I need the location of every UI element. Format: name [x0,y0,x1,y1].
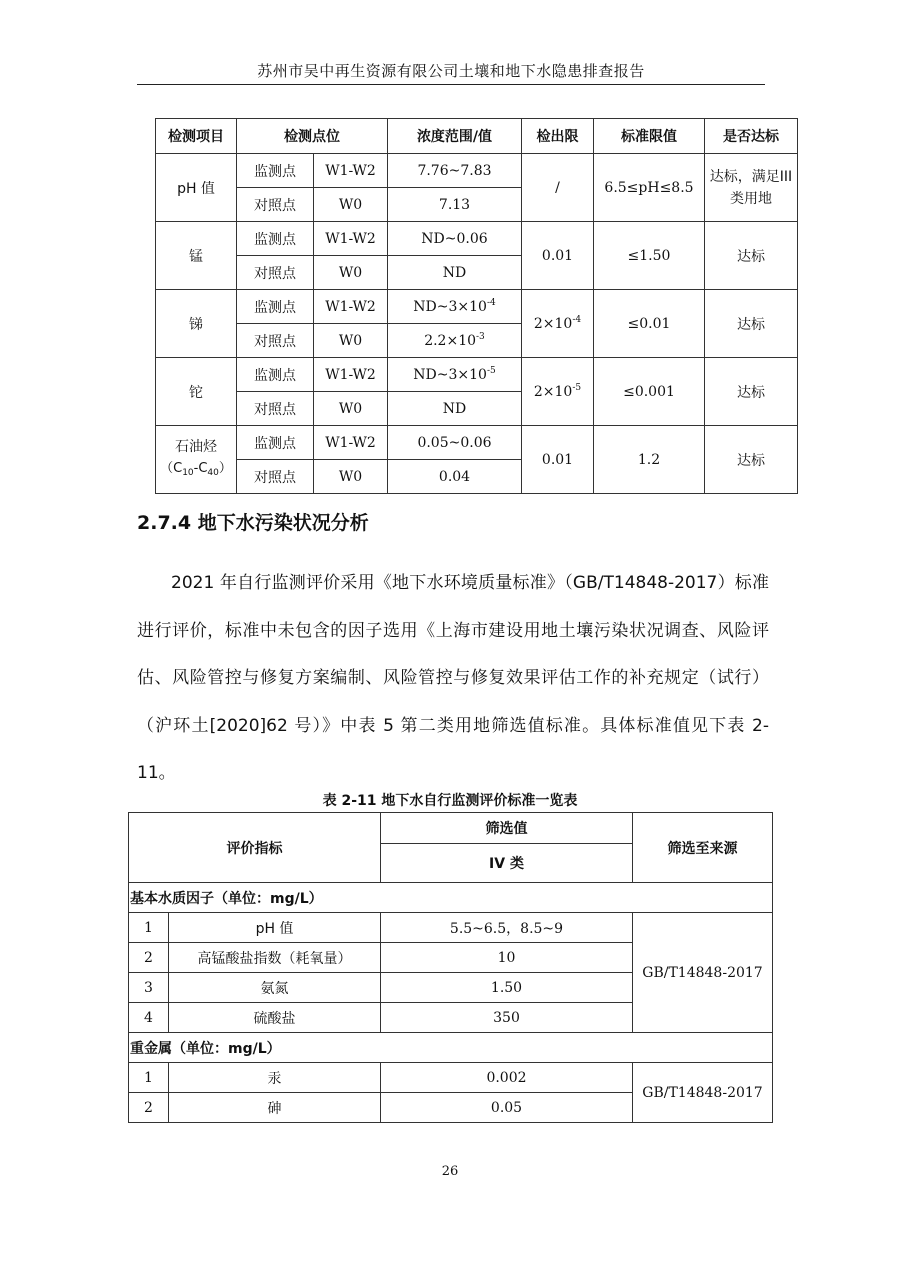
source-cell: GB/T14848-2017 [633,913,773,1033]
item-cell: pH 值 [156,154,237,222]
standard-cell: 6.5≤pH≤8.5 [594,154,705,222]
col-header-point: 检测点位 [237,119,388,154]
item-cell [156,426,237,494]
col-header-source: 筛选至来源 [633,813,773,883]
indicator-cell: 氨氮 [169,973,381,1003]
item-cell: 锑 [156,290,237,358]
section-row [129,883,773,913]
result-cell: 达标 [705,222,798,290]
limit-base: 2×10 [533,384,573,400]
table-header-row [129,813,773,844]
table-row [156,426,798,460]
indicator-cell: 汞 [169,1063,381,1093]
page-number: 26 [441,1164,459,1179]
point-type-cell: 对照点 [237,392,314,426]
table-row [156,358,798,392]
point-cell: W0 [314,324,388,358]
indicator-cell: 高锰酸盐指数（耗氧量） [169,943,381,973]
value-cell: 0.05 [381,1093,633,1123]
col-header-standard: 标准限值 [594,119,705,154]
table-row [156,290,798,324]
point-type-cell: 对照点 [237,460,314,494]
value-exponent: -5 [486,366,496,376]
section-heading: 2.7.4 地下水污染状况分析 [137,512,369,534]
value-cell [388,358,522,392]
standard-cell: ≤0.01 [594,290,705,358]
limit-cell [522,358,594,426]
value-cell [388,324,522,358]
value-cell: 0.05~0.06 [388,426,522,460]
result-cell: 达标 [705,426,798,494]
point-cell: W0 [314,392,388,426]
limit-exponent: -5 [572,383,582,393]
value-cell: 7.13 [388,188,522,222]
col-header-result: 是否达标 [705,119,798,154]
standard-cell: ≤1.50 [594,222,705,290]
indicator-cell: 硫酸盐 [169,1003,381,1033]
row-number: 1 [129,1063,169,1093]
point-type-cell: 监测点 [237,290,314,324]
result-cell: 达标 [705,290,798,358]
point-cell: W1-W2 [314,426,388,460]
table-row [156,222,798,256]
value-cell: ND [388,392,522,426]
value-cell: 7.76~7.83 [388,154,522,188]
value-cell [388,290,522,324]
table-row [129,913,773,943]
point-type-cell: 监测点 [237,154,314,188]
limit-cell [522,290,594,358]
item-cell: 锰 [156,222,237,290]
point-cell: W0 [314,188,388,222]
col-header-class: IV 类 [381,844,633,883]
point-cell: W1-W2 [314,358,388,392]
body-paragraph: 2021 年自行监测评价采用《地下水环境质量标准》（GB/T14848-2017）标准进行评价，标准中未包含的因子选用《上海市建设用地土壤污染状况调查、风险评估、风险管控与修复方案编制、风险管控与修复效果评估工作的补充规定（试行）（沪环土[2020]62 号）》中表 5 第二类用地筛选值标准。具体标准值见下表 2-11。 [137,573,769,783]
limit-cell: 0.01 [522,222,594,290]
value-cell: 5.5~6.5，8.5~9 [381,913,633,943]
section-title: 基本水质因子（单位：mg/L） [129,883,773,913]
col-header-screen: 筛选值 [381,813,633,844]
standard-cell: ≤0.001 [594,358,705,426]
result-cell: 达标，满足III 类用地 [705,154,798,222]
col-header-limit: 检出限 [522,119,594,154]
point-type-cell: 监测点 [237,426,314,460]
value-cell: 0.002 [381,1063,633,1093]
value-cell: 350 [381,1003,633,1033]
groundwater-results-table [155,118,798,494]
source-cell: GB/T14848-2017 [633,1063,773,1123]
point-cell: W1-W2 [314,290,388,324]
value-base: 2.2×10 [424,333,477,349]
col-header-item: 检测项目 [156,119,237,154]
row-number: 2 [129,943,169,973]
indicator-cell: 砷 [169,1093,381,1123]
table-header-row [156,119,798,154]
value-base: ND~3×10 [413,367,487,383]
result-cell: 达标 [705,358,798,426]
limit-cell: 0.01 [522,426,594,494]
row-number: 1 [129,913,169,943]
value-exponent: -3 [476,332,485,342]
point-type-cell: 监测点 [237,358,314,392]
col-header-indicator: 评价指标 [129,813,381,883]
value-cell: 1.50 [381,973,633,1003]
row-number: 4 [129,1003,169,1033]
value-cell: ND~0.06 [388,222,522,256]
point-cell: W1-W2 [314,222,388,256]
value-base: ND~3×10 [413,299,487,315]
limit-cell: / [522,154,594,222]
point-type-cell: 对照点 [237,324,314,358]
value-cell: 10 [381,943,633,973]
section-title: 重金属（单位：mg/L） [129,1033,773,1063]
section-row [129,1033,773,1063]
value-cell: ND [388,256,522,290]
limit-exponent: -4 [572,315,582,325]
point-type-cell: 对照点 [237,256,314,290]
point-type-cell: 监测点 [237,222,314,256]
row-number: 2 [129,1093,169,1123]
table-caption: 表 2-11 地下水自行监测评价标准一览表 [322,793,578,809]
evaluation-standard-table [128,812,773,1123]
indicator-cell: pH 值 [169,913,381,943]
standard-cell: 1.2 [594,426,705,494]
point-cell: W0 [314,460,388,494]
item-cell: 铊 [156,358,237,426]
point-cell: W1-W2 [314,154,388,188]
table-row [129,1063,773,1093]
value-cell: 0.04 [388,460,522,494]
item-name: 石油烃 [175,438,217,455]
point-cell: W0 [314,256,388,290]
page-header-title: 苏州市吴中再生资源有限公司土壤和地下水隐患排查报告 [257,62,645,80]
point-type-cell: 对照点 [237,188,314,222]
col-header-value: 浓度范围/值 [388,119,522,154]
value-exponent: -4 [486,298,496,308]
row-number: 3 [129,973,169,1003]
limit-base: 2×10 [533,316,573,332]
item-note: $(C_{10}-C_{40})$ [160,460,232,478]
header-rule [137,84,765,85]
table-row [156,154,798,188]
